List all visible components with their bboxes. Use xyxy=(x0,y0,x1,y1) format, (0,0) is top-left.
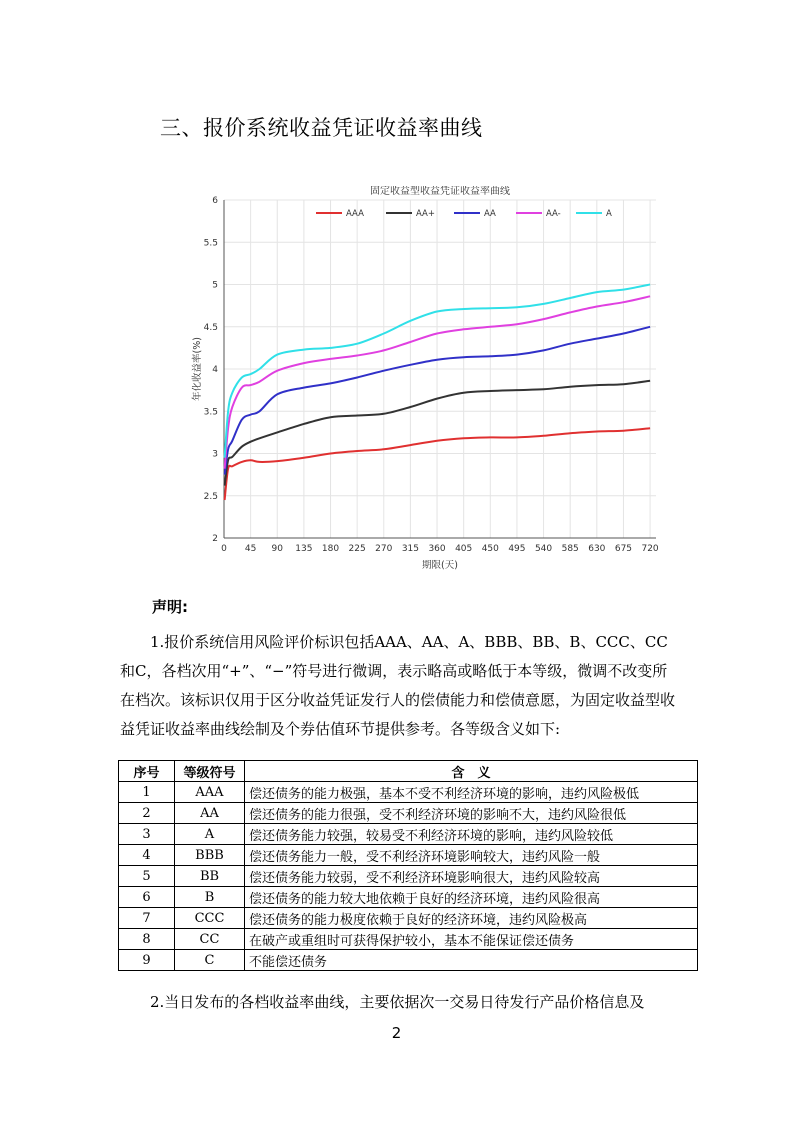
y-tick-label: 4 xyxy=(212,365,218,375)
row-meaning: 偿还债务的能力较大地依赖于良好的经济环境，违约风险很高 xyxy=(245,887,698,908)
row-index: 7 xyxy=(119,908,175,929)
x-tick-label: 720 xyxy=(641,544,659,554)
table-row xyxy=(119,929,698,950)
page-number: 2 xyxy=(391,1024,402,1042)
header-meaning: 含 义 xyxy=(245,761,698,782)
x-tick-label: 45 xyxy=(244,544,257,554)
row-meaning: 偿还债务能力较强，较易受不利经济环境的影响，违约风险较低 xyxy=(245,824,698,845)
legend-label: AA- xyxy=(546,209,561,219)
row-index: 1 xyxy=(119,782,175,803)
table-row xyxy=(119,950,698,971)
row-meaning: 偿还债务的能力很强，受不利经济环境的影响不大，违约风险很低 xyxy=(245,803,698,824)
x-tick-label: 405 xyxy=(455,544,473,554)
y-tick-label: 5 xyxy=(212,280,218,291)
table-row xyxy=(119,803,698,824)
x-tick-label: 0 xyxy=(221,544,227,554)
x-tick-label: 495 xyxy=(508,544,526,554)
row-grade: CCC xyxy=(175,908,245,929)
row-index: 2 xyxy=(119,803,175,824)
declaration-title: 声明: xyxy=(152,598,188,616)
row-grade: AA xyxy=(175,803,245,824)
row-grade: BBB xyxy=(175,845,245,866)
legend-label: A xyxy=(606,209,612,219)
grade-table-header xyxy=(119,761,698,782)
row-index: 6 xyxy=(119,887,175,908)
declaration-paragraph-1: 1.报价系统信用风险评价标识包括AAA、AA、A、BBB、BB、B、CCC、CC和C，各档次用“+”、“−”符号进行微调，表示略高或略低于本等级，微调不改变所在档次。该标识仅用于区分收益凭证发行人的偿债能力和偿债意愿，为固定收益型收益凭证收益率曲线绘制及个券估值环节提供参考。各等级含义如下: xyxy=(120,633,676,738)
x-tick-label: 675 xyxy=(614,544,633,554)
y-tick-label: 5.5 xyxy=(203,238,218,249)
yield-curve-chart xyxy=(186,186,666,572)
row-meaning: 在破产或重组时可获得保护较小，基本不能保证偿还债务 xyxy=(245,929,698,950)
legend-label: AA xyxy=(484,209,496,219)
x-tick-label: 180 xyxy=(321,544,340,554)
y-axis-label: 年化收益率(%) xyxy=(192,337,203,401)
table-row xyxy=(119,782,698,803)
x-axis-label: 期限(天) xyxy=(422,560,458,571)
row-meaning: 不能偿还债务 xyxy=(245,950,698,971)
row-meaning: 偿还债务的能力极强，基本不受不利经济环境的影响，违约风险极低 xyxy=(245,782,698,803)
x-tick-label: 540 xyxy=(534,544,553,554)
y-tick-label: 2.5 xyxy=(203,491,218,502)
x-tick-label: 270 xyxy=(375,544,393,554)
row-grade: AAA xyxy=(175,782,245,803)
y-tick-label: 4.5 xyxy=(203,322,218,333)
legend-label: AA+ xyxy=(416,209,435,219)
x-tick-label: 90 xyxy=(271,544,283,554)
row-index: 4 xyxy=(119,845,175,866)
row-meaning: 偿还债务的能力极度依赖于良好的经济环境，违约风险极高 xyxy=(245,908,698,929)
chart-svg xyxy=(186,186,666,572)
row-grade: A xyxy=(175,824,245,845)
table-row xyxy=(119,866,698,887)
row-meaning: 偿还债务能力较弱，受不利经济环境影响很大，违约风险较高 xyxy=(245,866,698,887)
x-tick-label: 225 xyxy=(348,544,366,554)
table-row xyxy=(119,887,698,908)
row-index: 3 xyxy=(119,824,175,845)
y-tick-label: 6 xyxy=(212,196,218,206)
x-tick-label: 135 xyxy=(295,544,313,554)
row-index: 9 xyxy=(119,950,175,971)
row-index: 8 xyxy=(119,929,175,950)
section-title: 三、报价系统收益凭证收益率曲线 xyxy=(160,116,483,140)
y-tick-label: 3.5 xyxy=(203,407,218,418)
x-tick-label: 585 xyxy=(561,544,579,554)
row-grade: C xyxy=(175,950,245,971)
table-row xyxy=(119,824,698,845)
y-tick-label: 2 xyxy=(212,534,218,544)
row-grade: B xyxy=(175,887,245,908)
x-tick-label: 315 xyxy=(401,544,420,554)
x-tick-label: 630 xyxy=(588,544,606,554)
row-grade: BB xyxy=(175,866,245,887)
y-tick-label: 3 xyxy=(212,449,218,460)
legend-label: AAA xyxy=(346,209,364,219)
header-index: 序号 xyxy=(119,761,175,782)
row-meaning: 偿还债务能力一般，受不利经济环境影响较大，违约风险一般 xyxy=(245,845,698,866)
header-grade: 等级符号 xyxy=(175,761,245,782)
row-grade: CC xyxy=(175,929,245,950)
declaration-paragraph-2: 2.当日发布的各档收益率曲线，主要依据次一交易日待发行产品价格信息及 xyxy=(150,993,645,1011)
table-row xyxy=(119,845,698,866)
grade-table xyxy=(118,760,698,971)
table-row xyxy=(119,908,698,929)
x-tick-label: 360 xyxy=(428,544,446,554)
chart-title: 固定收益型收益凭证收益率曲线 xyxy=(370,186,510,197)
x-tick-label: 450 xyxy=(481,544,499,554)
row-index: 5 xyxy=(119,866,175,887)
